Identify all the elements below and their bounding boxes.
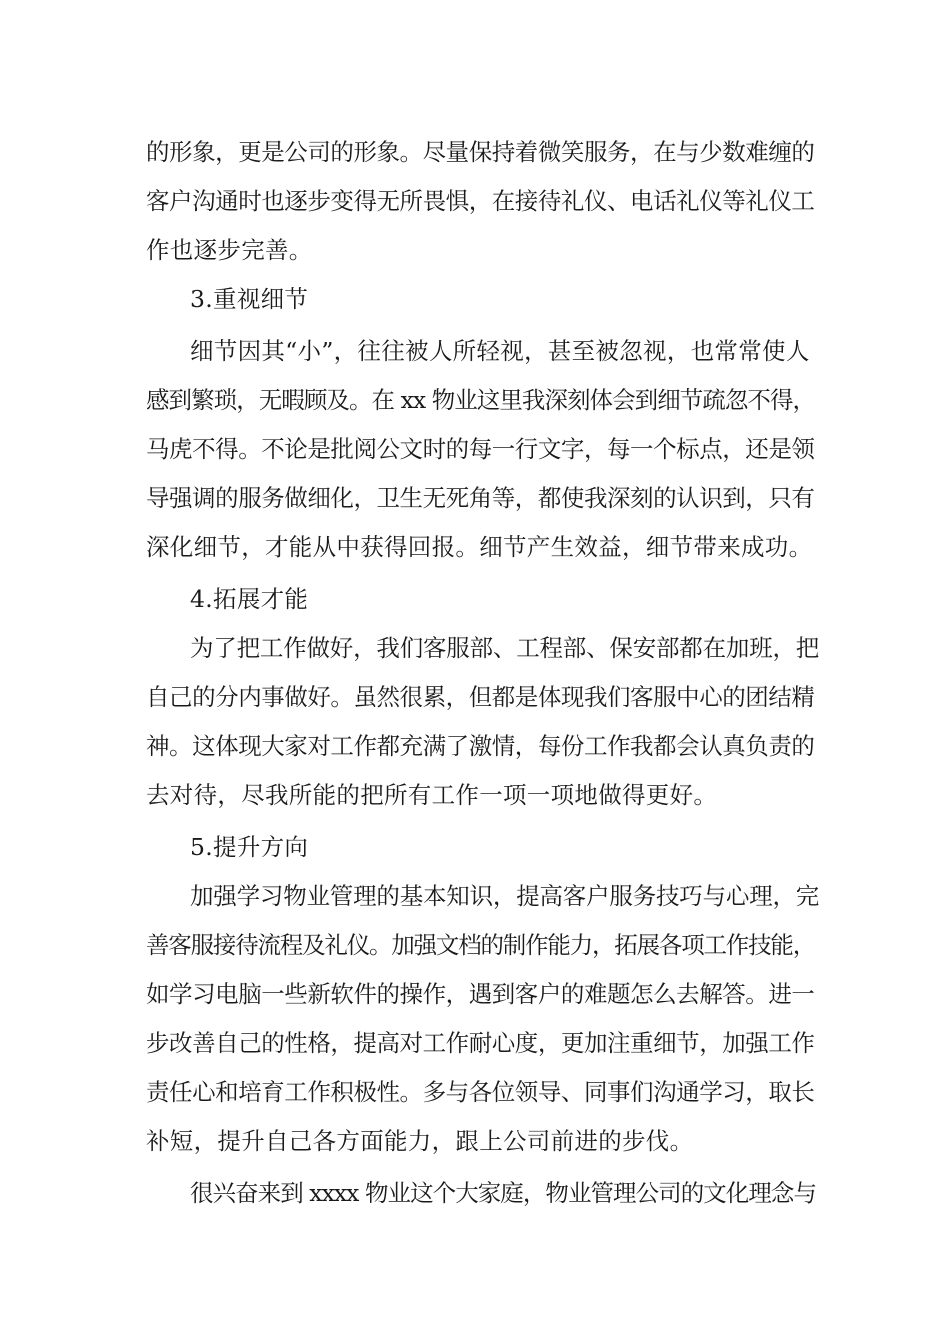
- paragraph-line: 责任心和培育工作积极性。多与各位领导、同事们沟通学习，取长: [146, 1078, 815, 1106]
- paragraph-line: 感到繁琐，无暇顾及。在 xx 物业这里我深刻体会到细节疏忽不得，: [146, 386, 816, 414]
- section-heading: 5.提升方向: [190, 833, 309, 861]
- paragraph-line: 客户沟通时也逐步变得无所畏惧，在接待礼仪、电话礼仪等礼仪工: [146, 187, 815, 215]
- paragraph-line: 深化细节，才能从中获得回报。细节产生效益，细节带来成功。: [146, 533, 813, 561]
- paragraph-line: 为了把工作做好，我们客服部、工程部、保安部都在加班，把: [190, 634, 820, 662]
- paragraph-line: 步改善自己的性格，提高对工作耐心度，更加注重细节，加强工作: [146, 1029, 815, 1057]
- paragraph-line: 如学习电脑一些新软件的操作，遇到客户的难题怎么去解答。进一: [146, 980, 815, 1008]
- paragraph-line: 补短，提升自己各方面能力，跟上公司前进的步伐。: [146, 1127, 694, 1155]
- paragraph-line: 导强调的服务做细化，卫生无死角等，都使我深刻的认识到，只有: [146, 484, 815, 512]
- paragraph-line: 神。这体现大家对工作都充满了激情，每份工作我都会认真负责的: [146, 732, 815, 760]
- paragraph-line: 很兴奋来到 xxxx 物业这个大家庭，物业管理公司的文化理念与: [190, 1179, 817, 1207]
- paragraph-line: 马虎不得。不论是批阅公文时的每一行文字，每一个标点，还是领: [146, 435, 815, 463]
- paragraph-line: 善客服接待流程及礼仪。加强文档的制作能力，拓展各项工作技能，: [146, 931, 815, 959]
- paragraph-line: 去对待，尽我所能的把所有工作一项一项地做得更好。: [146, 781, 718, 809]
- section-heading: 3.重视细节: [190, 285, 309, 313]
- paragraph-line: 的形象，更是公司的形象。尽量保持着微笑服务，在与少数难缠的: [146, 138, 815, 166]
- paragraph-line: 加强学习物业管理的基本知识，提高客户服务技巧与心理，完: [190, 882, 820, 910]
- paragraph-line: 作也逐步完善。: [146, 236, 313, 264]
- section-heading: 4.拓展才能: [190, 585, 309, 613]
- paragraph-line: 自己的分内事做好。虽然很累，但都是体现我们客服中心的团结精: [146, 683, 815, 711]
- paragraph-line: 细节因其“小”，往往被人所轻视，甚至被忽视，也常常使人: [190, 337, 810, 365]
